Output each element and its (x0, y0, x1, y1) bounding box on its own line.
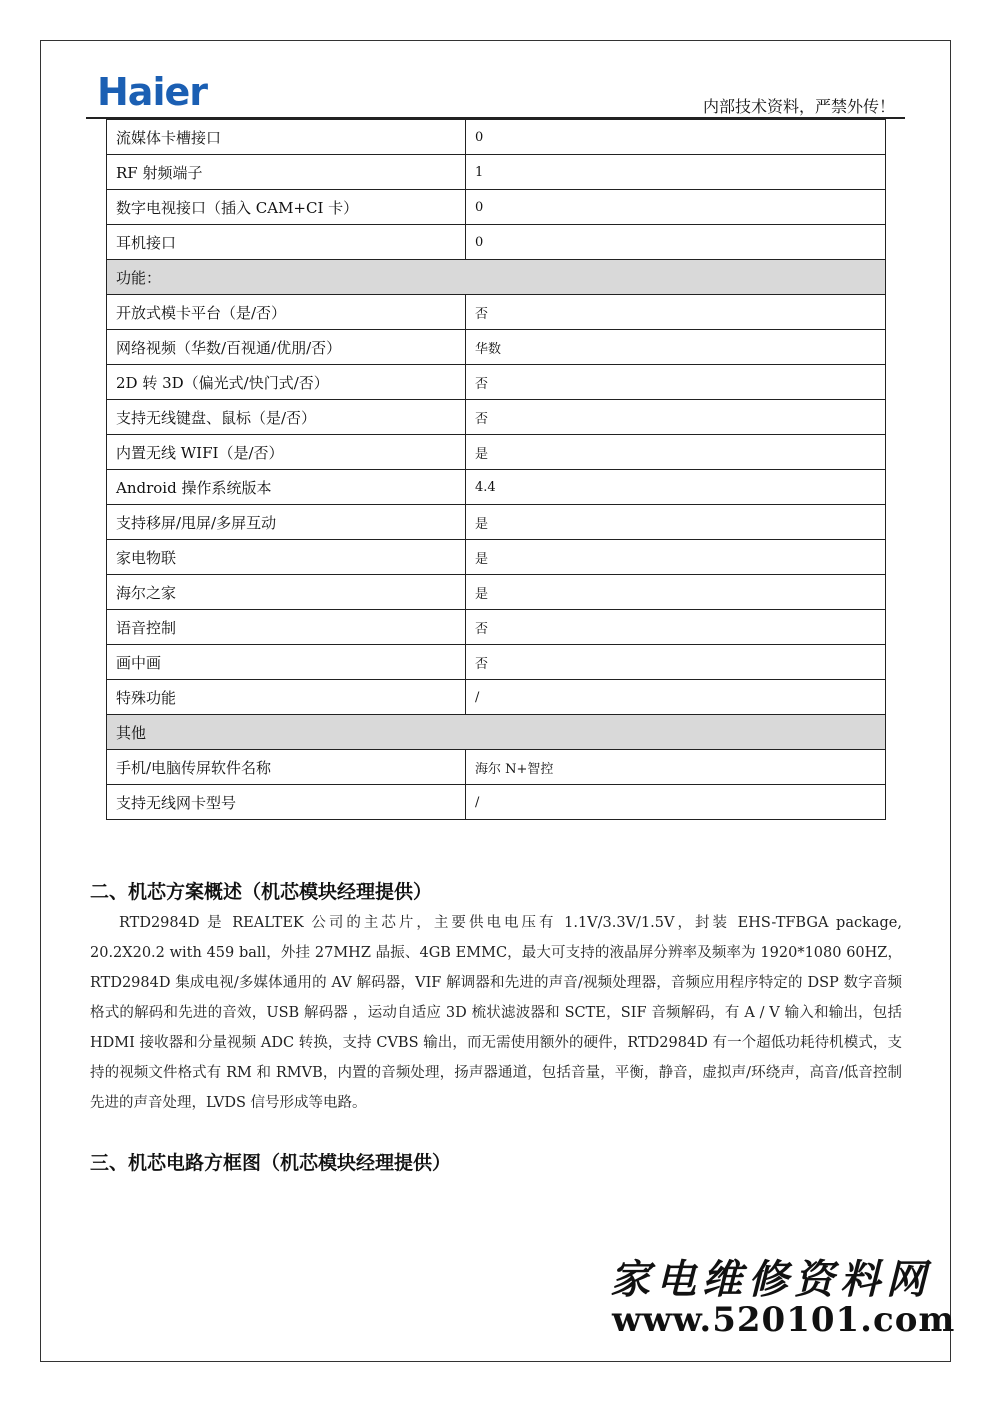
row-label: Android 操作系统版本 (107, 470, 466, 505)
table-row (107, 470, 886, 505)
watermark-url: www.520101.com (612, 1300, 956, 1340)
row-label: 特殊功能 (107, 680, 466, 715)
table-row (107, 645, 886, 680)
row-value: 4.4 (466, 470, 886, 505)
row-label: 语音控制 (107, 610, 466, 645)
row-label: 内置无线 WIFI（是/否） (107, 435, 466, 470)
table-row (107, 400, 886, 435)
confidential-note: 内部技术资料，严禁外传！ (702, 97, 895, 116)
table-row (107, 365, 886, 400)
table-row (107, 435, 886, 470)
table-row (107, 750, 886, 785)
table-row (107, 505, 886, 540)
row-label: 手机/电脑传屏软件名称 (107, 750, 466, 785)
row-label: 流媒体卡槽接口 (107, 120, 466, 155)
table-row (107, 295, 886, 330)
table-row (107, 155, 886, 190)
section2-heading: 二、机芯方案概述（机芯模块经理提供） (90, 881, 433, 903)
row-label: 数字电视接口（插入 CAM+CI 卡） (107, 190, 466, 225)
row-value: 0 (466, 225, 886, 260)
row-label: 海尔之家 (107, 575, 466, 610)
section2-body: RTD2984D 是 REALTEK 公司的主芯片，主要供电电压有 1.1V/3.3V/1.5V，封装 EHS-TFBGA package, 20.2X20.2 with 459 ball，外挂 27MHZ 晶振、4GB EMMC，最大可支持的液晶屏分辨率及频率为 1920*1080 60HZ，RTD2984D 集成电视/多媒体通用的 AV 解码器，VIF 解调器和先进的声音/视频处理器，音频应用程序特定的 DSP 数字音频格式的解码和先进的音效，USB 解码器 ，运动自适应 3D 梳状滤波器和 SCTE，SIF 音频解码，有 A / V 输入和输出，包括 HDMI 接收器和分量视频 ADC 转换，支持 CVBS 输出，而无需使用额外的硬件，RTD2984D 有一个超低功耗待机模式，支持的视频文件格式有 RM 和 RMVB，内置的音频处理，扬声器通道，包括音量，平衡，静音，虚拟声/环绕声，高音/低音控制先进的声音处理，LVDS 信号形成等电路。 (90, 915, 902, 1111)
row-value: 海尔 N+智控 (466, 750, 886, 785)
table-row (107, 540, 886, 575)
table-row (107, 575, 886, 610)
row-value: 否 (466, 610, 886, 645)
section-label: 功能： (107, 260, 886, 295)
row-value: 否 (466, 295, 886, 330)
row-value: 华数 (466, 330, 886, 365)
row-value: 0 (466, 120, 886, 155)
row-label: 支持移屏/甩屏/多屏互动 (107, 505, 466, 540)
table-section-row (107, 260, 886, 295)
row-label: 开放式模卡平台（是/否） (107, 295, 466, 330)
row-value: 是 (466, 540, 886, 575)
row-value: 是 (466, 575, 886, 610)
row-label: 家电物联 (107, 540, 466, 575)
row-value: 1 (466, 155, 886, 190)
haier-logo: Haier (97, 70, 207, 114)
table-section-row (107, 715, 886, 750)
spec-table-body (107, 120, 886, 820)
row-label: 支持无线键盘、鼠标（是/否） (107, 400, 466, 435)
row-label: 耳机接口 (107, 225, 466, 260)
section3-heading: 三、机芯电路方框图（机芯模块经理提供） (90, 1152, 452, 1174)
row-label: 支持无线网卡型号 (107, 785, 466, 820)
row-value: 否 (466, 400, 886, 435)
row-value: 否 (466, 365, 886, 400)
row-value: 0 (466, 190, 886, 225)
watermark-title: 家电维修资料网 (610, 1256, 932, 1303)
table-row (107, 785, 886, 820)
table-row (107, 330, 886, 365)
table-row (107, 190, 886, 225)
row-label: 网络视频（华数/百视通/优朋/否） (107, 330, 466, 365)
table-row (107, 225, 886, 260)
row-value: / (466, 680, 886, 715)
spec-table (106, 119, 886, 820)
section-label: 其他 (107, 715, 886, 750)
row-value: 是 (466, 505, 886, 540)
row-value: 是 (466, 435, 886, 470)
table-row (107, 680, 886, 715)
row-label: RF 射频端子 (107, 155, 466, 190)
row-label: 2D 转 3D（偏光式/快门式/否） (107, 365, 466, 400)
row-label: 画中画 (107, 645, 466, 680)
row-value: / (466, 785, 886, 820)
table-row (107, 610, 886, 645)
table-row (107, 120, 886, 155)
row-value: 否 (466, 645, 886, 680)
